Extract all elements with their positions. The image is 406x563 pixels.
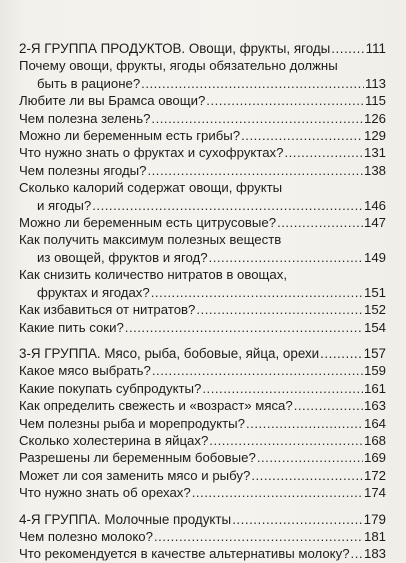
toc-page-number: 157 [363, 345, 386, 361]
toc-entry-title: Любите ли вы Брамса овощи? [19, 93, 206, 109]
toc-entry [19, 110, 386, 127]
dot-leader [246, 415, 363, 432]
toc-page-number: 126 [363, 110, 386, 126]
toc-page-number: 183 [363, 546, 386, 562]
dot-leader [151, 110, 363, 127]
toc-entry-title: 4-Я ГРУППА. Молочные продукты [19, 511, 232, 527]
toc-entry [19, 467, 386, 484]
toc-page-number: 146 [363, 197, 386, 213]
toc-page-number: 159 [363, 363, 386, 379]
toc-entry [19, 179, 386, 196]
toc-entry [19, 214, 386, 231]
toc-entry [19, 301, 386, 318]
toc-entry [19, 319, 386, 336]
toc-page-number: 154 [363, 319, 386, 335]
toc-entry-title: Какое мясо выбрать? [19, 363, 151, 379]
table-of-contents [19, 40, 386, 563]
dot-leader [152, 362, 363, 379]
toc-entry [19, 545, 386, 562]
toc-entry [19, 57, 386, 74]
toc-page-number: 138 [363, 162, 386, 178]
dot-leader [251, 467, 363, 484]
dot-leader [196, 301, 363, 318]
toc-section [19, 345, 386, 502]
toc-page-number: 164 [363, 415, 386, 431]
toc-entry-title: Что нужно знать об орехах? [19, 485, 191, 501]
toc-entry [19, 197, 386, 214]
dot-leader [154, 528, 363, 545]
toc-section-heading [19, 511, 386, 528]
dot-leader [192, 484, 363, 501]
toc-entry-title: Как избавиться от нитратов? [19, 302, 196, 318]
toc-page-number: 179 [363, 511, 386, 527]
toc-entry-title: Что рекомендуется в качестве альтернативы молоку? [19, 546, 350, 562]
toc-entry-title: из овощей, фруктов и ягод? [37, 249, 208, 265]
toc-entry-title: Как определить свежесть и «возраст» мяса? [19, 398, 293, 414]
dot-leader [202, 380, 363, 397]
dot-leader [209, 432, 363, 449]
toc-entry [19, 380, 386, 397]
toc-entry-title: Можно ли беременным есть грибы? [19, 128, 241, 144]
dot-leader [147, 162, 363, 179]
toc-entry [19, 484, 386, 501]
toc-page-number: 169 [363, 450, 386, 466]
toc-entry [19, 231, 386, 248]
toc-page-number: 168 [363, 432, 386, 448]
toc-page-number: 149 [363, 249, 386, 265]
toc-entry-title: Чем полезно молоко? [19, 528, 153, 544]
toc-entry [19, 528, 386, 545]
toc-entry [19, 397, 386, 414]
toc-entry-title: быть в рационе? [37, 75, 141, 91]
toc-entry [19, 284, 386, 301]
dot-leader [320, 345, 363, 362]
toc-section [19, 511, 386, 563]
dot-leader [284, 144, 363, 161]
toc-section-heading [19, 345, 386, 362]
toc-entry-title: Сколько калорий содержат овощи, фрукты [19, 180, 283, 196]
dot-leader [209, 249, 363, 266]
toc-page-number: 172 [363, 467, 386, 483]
toc-entry-title: Чем полезны рыба и морепродукты? [19, 415, 245, 431]
toc-entry-title: 2-Я ГРУППА ПРОДУКТОВ. Овощи, фрукты, ягоды [19, 41, 331, 56]
toc-page-number: 161 [363, 380, 386, 396]
dot-leader [141, 75, 364, 92]
toc-entry-title: Как снизить количество нитратов в овощах, [19, 267, 287, 283]
toc-section-heading [19, 40, 386, 57]
toc-page-number: 131 [363, 145, 386, 161]
dot-leader [92, 197, 363, 214]
dot-leader [351, 545, 363, 562]
toc-page-number: 113 [364, 75, 386, 91]
dot-leader [125, 319, 363, 336]
toc-page-number: 129 [363, 128, 386, 144]
toc-entry [19, 432, 386, 449]
toc-page-number: 163 [363, 398, 386, 414]
toc-entry-title: Почему овощи, фрукты, ягоды обязательно должны [19, 58, 338, 74]
toc-page-number: 181 [363, 528, 386, 544]
toc-entry-title: Может ли соя заменить мясо и рыбу? [19, 467, 251, 483]
toc-entry [19, 266, 386, 283]
toc-entry-title: Чем полезны ягоды? [19, 162, 147, 178]
dot-leader [232, 511, 362, 528]
toc-entry-title: 3-Я ГРУППА. Мясо, рыба, бобовые, яйца, орехи [19, 345, 320, 361]
dot-leader [257, 449, 363, 466]
toc-entry [19, 362, 386, 379]
toc-page-number: 151 [363, 284, 386, 300]
toc-entry [19, 449, 386, 466]
toc-entry-title: Что нужно знать о фруктах и сухофруктах? [19, 145, 284, 161]
toc-entry-title: Чем полезна зелень? [19, 110, 151, 126]
toc-entry [19, 162, 386, 179]
toc-entry [19, 415, 386, 432]
toc-page-number: 115 [364, 93, 386, 109]
toc-page-number: 147 [363, 215, 386, 231]
dot-leader [206, 92, 364, 109]
toc-page-number: 174 [363, 485, 386, 501]
toc-section [19, 40, 386, 336]
toc-page-number: 111 [365, 41, 386, 56]
toc-page-number: 152 [363, 302, 386, 318]
toc-entry [19, 127, 386, 144]
toc-entry-title: Как получить максимум полезных веществ [19, 232, 282, 248]
toc-entry-title: Сколько холестерина в яйцах? [19, 432, 209, 448]
toc-entry-title: Какие пить соки? [19, 319, 124, 335]
dot-leader [294, 397, 363, 414]
toc-entry [19, 249, 386, 266]
toc-entry [19, 92, 386, 109]
toc-entry-title: и ягоды? [37, 197, 92, 213]
toc-entry-title: Какие покупать субпродукты? [19, 380, 202, 396]
toc-entry-title: Можно ли беременным есть цитрусовые? [19, 215, 277, 231]
dot-leader [151, 284, 363, 301]
toc-entry [19, 75, 386, 92]
dot-leader [277, 214, 363, 231]
toc-entry-title: фруктах и ягодах? [37, 284, 150, 300]
toc-entry-title: Разрешены ли беременным бобовые? [19, 450, 256, 466]
dot-leader [331, 40, 364, 57]
toc-entry [19, 144, 386, 161]
dot-leader [241, 127, 363, 144]
